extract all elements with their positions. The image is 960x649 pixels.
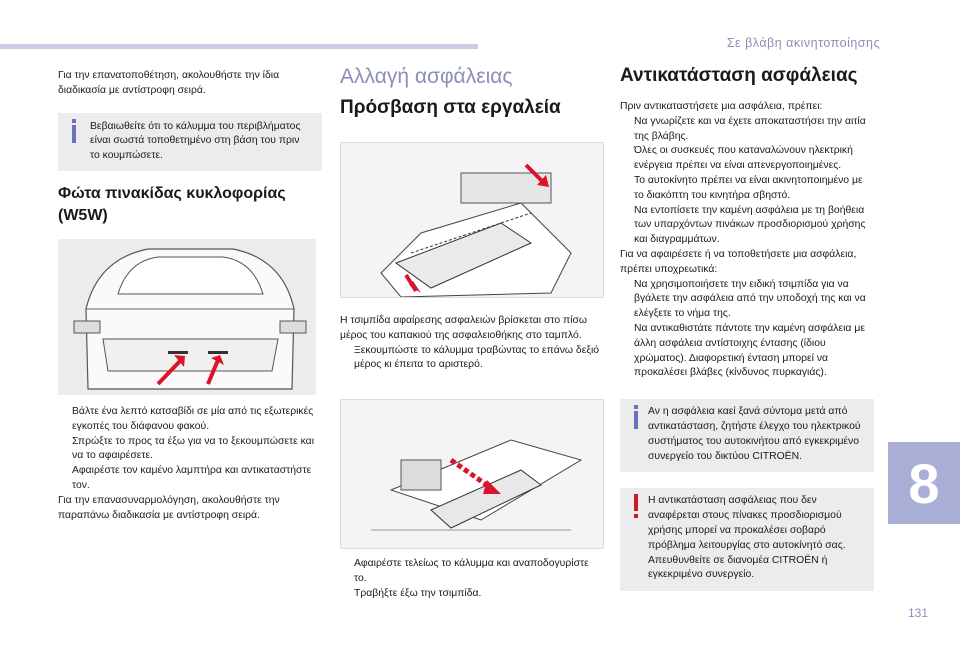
list-item: Τραβήξτε έξω την τσιμπίδα. xyxy=(354,587,482,599)
dashboard-cover-illustration xyxy=(340,142,604,298)
list-item: Το αυτοκίνητο πρέπει να είναι ακινητοποιημένο με το διακόπτη του κινητήρα σβηστό. xyxy=(634,174,863,201)
section-title: Σε βλάβη ακινητοποίησης xyxy=(726,36,880,50)
list-item: Να εντοπίσετε την καμένη ασφάλεια με τη βοήθεια των υπαρχόντων πινάκων προσδιορισμού χρήσης και διαγραμμάτων. xyxy=(634,204,866,246)
column-middle xyxy=(340,64,604,602)
replace-middle: Για να αφαιρέσετε ή να τοποθετήσετε μια ασφάλεια, πρέπει υποχρεωτικά: xyxy=(620,248,857,275)
fuse-change-title: Αλλαγή ασφάλειας xyxy=(340,65,513,88)
info-box xyxy=(58,113,322,171)
list-item: Να χρησιμοποιήσετε την ειδική τσιμπίδα για να βγάλετε την ασφάλεια από την υποδοχή της και να ελέγξετε το νήμα της. xyxy=(634,278,866,320)
list-item: Αφαιρέστε τον καμένο λαμπτήρα και αντικαταστήστε τον. xyxy=(72,465,312,491)
plate-light-heading: Φώτα πινακίδας κυκλοφορίας (W5W) xyxy=(58,184,286,224)
info-text: Βεβαιωθείτε ότι το κάλυμμα του περιβλήματος είναι σωστά τοποθετημένο στη βάση του πριν το κουμπώσετε. xyxy=(90,120,301,162)
cover-steps xyxy=(340,557,604,601)
page-number: 131 xyxy=(908,606,929,620)
plate-light-steps xyxy=(58,405,322,494)
info-box xyxy=(620,399,874,472)
intro-text: Για την επανατοποθέτηση, ακολουθήστε την ίδια διαδικασία με αντίστροφη σειρά. xyxy=(58,70,280,96)
info-icon xyxy=(629,405,643,431)
list-item: Όλες οι συσκευές που καταναλώνουν ηλεκτρική ενέργεια πρέπει να είναι απενεργοποιημένες. xyxy=(634,145,853,172)
replace-intro: Πριν αντικαταστήσετε μια ασφάλεια, πρέπει: xyxy=(620,101,823,112)
list-item: Ξεκουμπώστε το κάλυμμα τραβώντας το επάνω δεξιό μέρος κι έπειτα το αριστερό. xyxy=(354,344,600,371)
list-item: Σπρώξτε το προς τα έξω για να το ξεκουμπώσετε και να το αφαιρέσετε. xyxy=(72,435,315,462)
list-item: Αφαιρέστε τελείως το κάλυμμα και αναποδογυρίστε το. xyxy=(354,558,589,584)
info-icon xyxy=(67,119,81,145)
info-text: Αν η ασφάλεια καεί ξανά σύντομα μετά από αντικατάσταση, ζητήστε έλεγχο του ηλεκτρικού συστήματος του αυτοκινήτου από εγκεκριμένο συνεργείο του δικτύου CITROËN. xyxy=(648,406,861,462)
tool-access-heading: Πρόσβαση στα εργαλεία xyxy=(340,97,561,118)
warning-icon xyxy=(629,494,643,520)
fuse-box-illustration xyxy=(340,399,604,549)
header-bar xyxy=(0,44,478,49)
warning-box xyxy=(620,488,874,591)
list-item: Βάλτε ένα λεπτό κατσαβίδι σε μία από τις εξωτερικές εγκοπές του διάφανου φακού. xyxy=(72,405,314,432)
car-rear-illustration xyxy=(58,239,316,395)
list-item: Να αντικαθιστάτε πάντοτε την καμένη ασφάλεια με άλλη ασφάλεια αντίστοιχης έντασης (ίδιου χρώματος). Διαφορετική ένταση μπορεί να προκαλέσει βλάβες (κίνδυνος πυρκαγιάς). xyxy=(634,322,865,379)
list-item: Να γνωρίζετε και να έχετε αποκαταστήσει την αιτία της βλάβης. xyxy=(634,115,866,142)
chapter-tab: 8 xyxy=(888,442,960,524)
column-right xyxy=(620,64,874,591)
warning-text: Η αντικατάσταση ασφάλειας που δεν αναφέρεται στους πίνακες προσδιορισμού χρήσης μπορεί να προκαλέσει σοβαρό πρόβλημα λειτουργίας στο αυτοκίνητό σας. Απευθυνθείτε σε διανομέα CITROËN ή εγκεκριμένο συνεργείο. xyxy=(648,495,846,581)
outro-text: Για την επανασυναρμολόγηση, ακολουθήστε την παραπάνω διαδικασία με αντίστροφη σειρά. xyxy=(58,494,280,521)
tool-location-text: Η τσιμπίδα αφαίρεσης ασφαλειών βρίσκεται στο πίσω μέρος του καπακιού της ασφαλειοθήκης στο ταμπλό. xyxy=(340,315,588,341)
fuse-replace-heading: Αντικατάσταση ασφάλειας xyxy=(620,65,858,86)
column-left xyxy=(58,69,322,523)
